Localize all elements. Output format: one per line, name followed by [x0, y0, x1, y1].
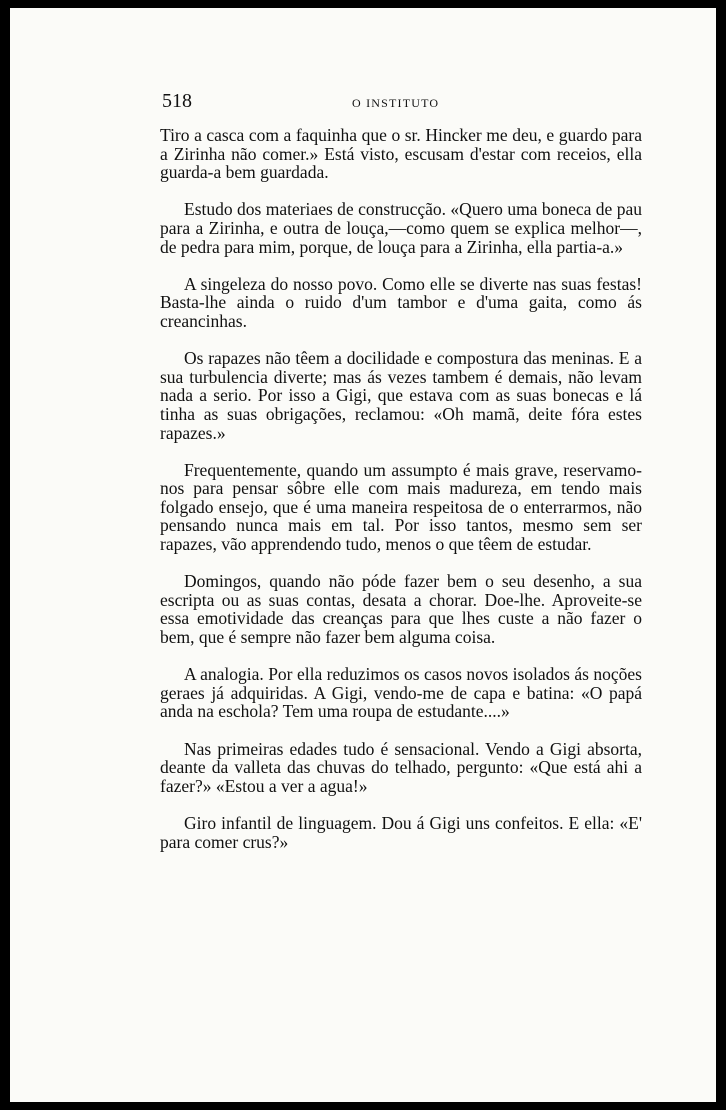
paragraph: Domingos, quando não póde fazer bem o seu desenho, a sua escripta ou as suas contas, desata a chorar. Doe-lhe. Aproveite-se essa emotividade das creanças para que lhes custe a não fazer o bem, que é sempre não fazer bem alguma coisa.	[160, 571, 642, 648]
paragraph: Giro infantil de linguagem. Dou á Gigi uns confeitos. E ella: «E' para comer crus?»	[160, 812, 642, 852]
page-header	[162, 90, 642, 116]
paragraph: A singeleza do nosso povo. Como elle se diverte nas suas festas! Basta-lhe ainda o ruido d'um tambor e d'uma gaita, como ás creancinhas.	[160, 273, 642, 331]
paragraph: Frequentemente, quando um assumpto é mais grave, reservamo-nos para pensar sôbre elle com mais madureza, em tendo mais folgado ensejo, que é uma maneira respeitosa de o enterrarmos, não pensando nunca mais em tal. Por isso tantos, mesmo sem ser rapazes, vão apprendendo tudo, menos o que têem de estudar.	[160, 459, 642, 555]
paragraph: Nas primeiras edades tudo é sensacional. Vendo a Gigi absorta, deante da valleta das chuvas do telhado, pergunto: «Que está ahi a fazer?» «Estou a ver a agua!»	[160, 738, 642, 796]
paragraph: Tiro a casca com a faquinha que o sr. Hincker me deu, e guardo para a Zirinha não comer.» Está visto, escusam d'estar com receios, ella guarda-a bem guardada.	[160, 125, 642, 183]
paragraph: A analogia. Por ella reduzimos os casos novos isolados ás noções geraes já adquiridas. A Gigi, vendo-me de capa e batina: «O papá anda na eschola? Tem uma roupa de estudante....»	[160, 664, 642, 722]
paragraph: Estudo dos materiaes de construcção. «Quero uma boneca de pau para a Zirinha, e outra de louça,—como quem se explica melhor—, de pedra para mim, porque, de louça para a Zirinha, ella partia-a.»	[160, 199, 642, 257]
running-title: O INSTITUTO	[352, 96, 440, 110]
body-text	[160, 126, 642, 870]
book-page	[10, 8, 716, 1102]
page-number: 518	[162, 90, 192, 112]
paragraph: Os rapazes não têem a docilidade e compostura das meninas. E a sua turbulencia diverte; mas ás vezes tambem é demais, não levam nada a serio. Por isso a Gigi, que estava com as suas bonecas e lá tinha as suas obrigações, reclamou: «Oh mamã, deite fóra estes rapazes.»	[160, 348, 642, 443]
